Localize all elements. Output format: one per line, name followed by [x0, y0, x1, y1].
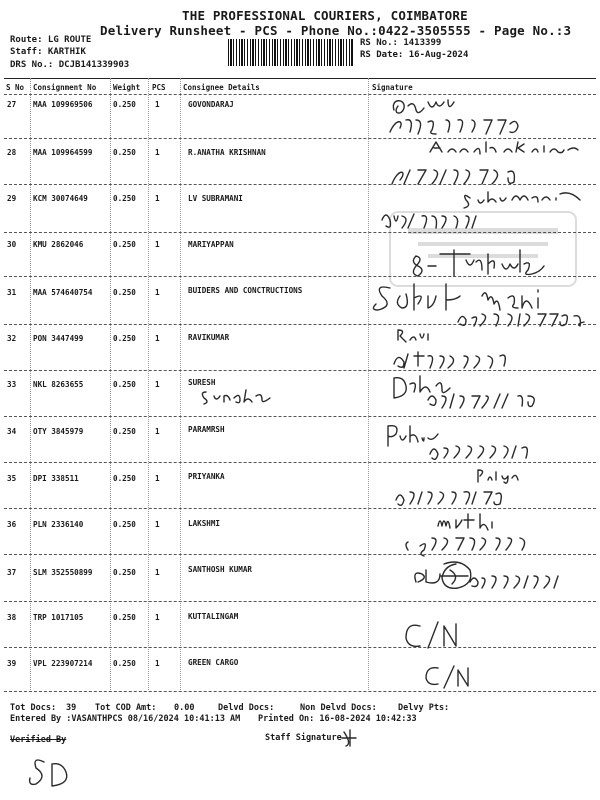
row-pcs: 1: [155, 520, 160, 529]
signature-row-32: [392, 328, 542, 372]
tot-docs-label: Tot Docs:: [10, 703, 57, 713]
row-consignee: PRIYANKA: [188, 472, 225, 481]
row-consignee: SANTHOSH KUMAR: [188, 565, 253, 574]
row-consignee: GREEN CARGO: [188, 658, 239, 667]
row-divider: [4, 416, 596, 417]
row-pcs: 1: [155, 288, 160, 297]
signature-row-39: [424, 662, 474, 692]
signature-row-30: [410, 246, 570, 280]
signature-row-33: [200, 386, 270, 406]
row-pcs: 1: [155, 334, 160, 343]
row-consignment: DPI 338511: [33, 474, 79, 483]
row-sno: 34: [7, 427, 17, 436]
col-signature: Signature: [372, 83, 413, 92]
row-pcs: 1: [155, 194, 160, 203]
column-divider: [30, 78, 31, 690]
row-weight: 0.250: [113, 148, 136, 157]
row-consignee: R.ANATHA KRISHNAN: [188, 148, 266, 157]
printed-on: Printed On: 16-08-2024 10:42:33: [258, 714, 417, 724]
row-weight: 0.250: [113, 288, 136, 297]
row-weight: 0.250: [113, 568, 136, 577]
row-sno: 32: [7, 334, 17, 343]
tot-docs-value: 39: [66, 703, 77, 713]
row-consignment: SLM 352550899: [33, 568, 93, 577]
row-sno: 39: [7, 659, 17, 668]
row-pcs: 1: [155, 240, 160, 249]
signature-row-37: [410, 556, 570, 600]
row-consignment: TRP 1017105: [33, 613, 84, 622]
signature-row-31: [374, 282, 594, 326]
row-divider: [4, 691, 596, 692]
column-divider: [180, 78, 181, 690]
row-sno: 36: [7, 520, 17, 529]
delvd-docs-label: Delvd Docs:: [218, 703, 275, 713]
row-weight: 0.250: [113, 100, 136, 109]
row-consignment: PLN 2336140: [33, 520, 84, 529]
drs-number: DRS No.: DCJB141339903: [10, 60, 130, 70]
column-divider: [368, 78, 369, 690]
row-consignment: PON 3447499: [33, 334, 84, 343]
row-sno: 37: [7, 568, 17, 577]
row-consignee: LV SUBRAMANI: [188, 194, 243, 203]
col-pcs: PCS: [152, 83, 166, 92]
row-pcs: 1: [155, 427, 160, 436]
row-consignee: GOVONDARAJ: [188, 100, 234, 109]
signature-row-28: [390, 140, 590, 188]
row-weight: 0.250: [113, 427, 136, 436]
col-consignee: Consignee Details: [183, 83, 260, 92]
row-pcs: 1: [155, 148, 160, 157]
row-consignment: KMU 2862046: [33, 240, 84, 249]
row-pcs: 1: [155, 474, 160, 483]
row-sno: 38: [7, 613, 17, 622]
row-consignee: MARIYAPPAN: [188, 240, 234, 249]
row-divider: [4, 138, 596, 139]
staff-signature-label: Staff Signature: [265, 733, 342, 743]
row-divider: [4, 462, 596, 463]
row-weight: 0.250: [113, 474, 136, 483]
row-sno: 30: [7, 240, 17, 249]
row-pcs: 1: [155, 659, 160, 668]
row-weight: 0.250: [113, 240, 136, 249]
delvy-pts-label: Delvy Pts:: [398, 703, 450, 713]
col-weight: Weight: [113, 83, 141, 92]
signature-row-33-contact: [388, 372, 558, 412]
row-pcs: 1: [155, 380, 160, 389]
row-consignee: SURESH: [188, 378, 216, 387]
rs-date: RS Date: 16-Aug-2024: [360, 50, 469, 60]
row-sno: 28: [7, 148, 17, 157]
company-title: THE PROFESSIONAL COURIERS, COIMBATORE: [182, 8, 468, 23]
row-weight: 0.250: [113, 380, 136, 389]
row-consignment: NKL 8263655: [33, 380, 84, 389]
row-weight: 0.250: [113, 613, 136, 622]
row-weight: 0.250: [113, 520, 136, 529]
signature-row-34: [380, 420, 560, 460]
row-weight: 0.250: [113, 334, 136, 343]
col-sno: S No: [6, 83, 25, 92]
row-consignment: VPL 223907214: [33, 659, 93, 668]
row-sno: 29: [7, 194, 17, 203]
col-consignment: Consignment No: [33, 83, 97, 92]
signature-row-27: [388, 96, 538, 138]
signature-row-29: [380, 188, 590, 234]
staff-label: Staff: KARTHIK: [10, 47, 86, 57]
row-consignee: BUIDERS AND CONCTRUCTIONS: [188, 286, 303, 295]
staff-signature-mark: [340, 728, 360, 748]
row-divider: [4, 601, 596, 602]
non-delvd-docs-label: Non Delvd Docs:: [300, 703, 377, 713]
row-sno: 27: [7, 100, 17, 109]
row-consignment: KCM 30074649: [33, 194, 88, 203]
signature-footer: [30, 752, 80, 792]
row-divider: [4, 647, 596, 648]
row-consignment: MAA 109969506: [33, 100, 93, 109]
row-pcs: 1: [155, 100, 160, 109]
signature-row-38: [404, 618, 464, 652]
column-divider: [148, 78, 149, 690]
column-divider: [110, 78, 111, 690]
row-pcs: 1: [155, 613, 160, 622]
tot-cod-value: 0.00: [174, 703, 195, 713]
runsheet-subtitle: Delivery Runsheet - PCS - Phone No.:0422-3505555 - Page No.:3: [100, 23, 572, 38]
row-consignment: MAA 109964599: [33, 148, 93, 157]
verified-by-label: Verified By: [10, 735, 67, 745]
entered-by: Entered By :VASANTHPCS 08/16/2024 10:41:13 AM: [10, 714, 241, 724]
header-top-rule: [4, 78, 596, 79]
barcode: [228, 39, 353, 66]
route-label: Route: LG ROUTE: [10, 35, 92, 45]
row-weight: 0.250: [113, 659, 136, 668]
row-consignment: MAA 574640754: [33, 288, 93, 297]
rs-number: RS No.: 1413399: [360, 38, 442, 48]
row-sno: 33: [7, 380, 17, 389]
row-sno: 31: [7, 288, 17, 297]
header-bottom-rule: [4, 94, 596, 95]
row-pcs: 1: [155, 568, 160, 577]
row-consignee: KUTTALINGAM: [188, 612, 239, 621]
tot-cod-label: Tot COD Amt:: [95, 703, 157, 713]
signature-row-35: [392, 466, 542, 510]
row-consignee: LAKSHMI: [188, 519, 221, 528]
row-consignee: RAVIKUMAR: [188, 333, 230, 342]
row-sno: 35: [7, 474, 17, 483]
row-consignment: OTY 3845979: [33, 427, 84, 436]
signature-row-36: [398, 510, 558, 556]
row-consignee: PARAMRSH: [188, 425, 225, 434]
row-weight: 0.250: [113, 194, 136, 203]
